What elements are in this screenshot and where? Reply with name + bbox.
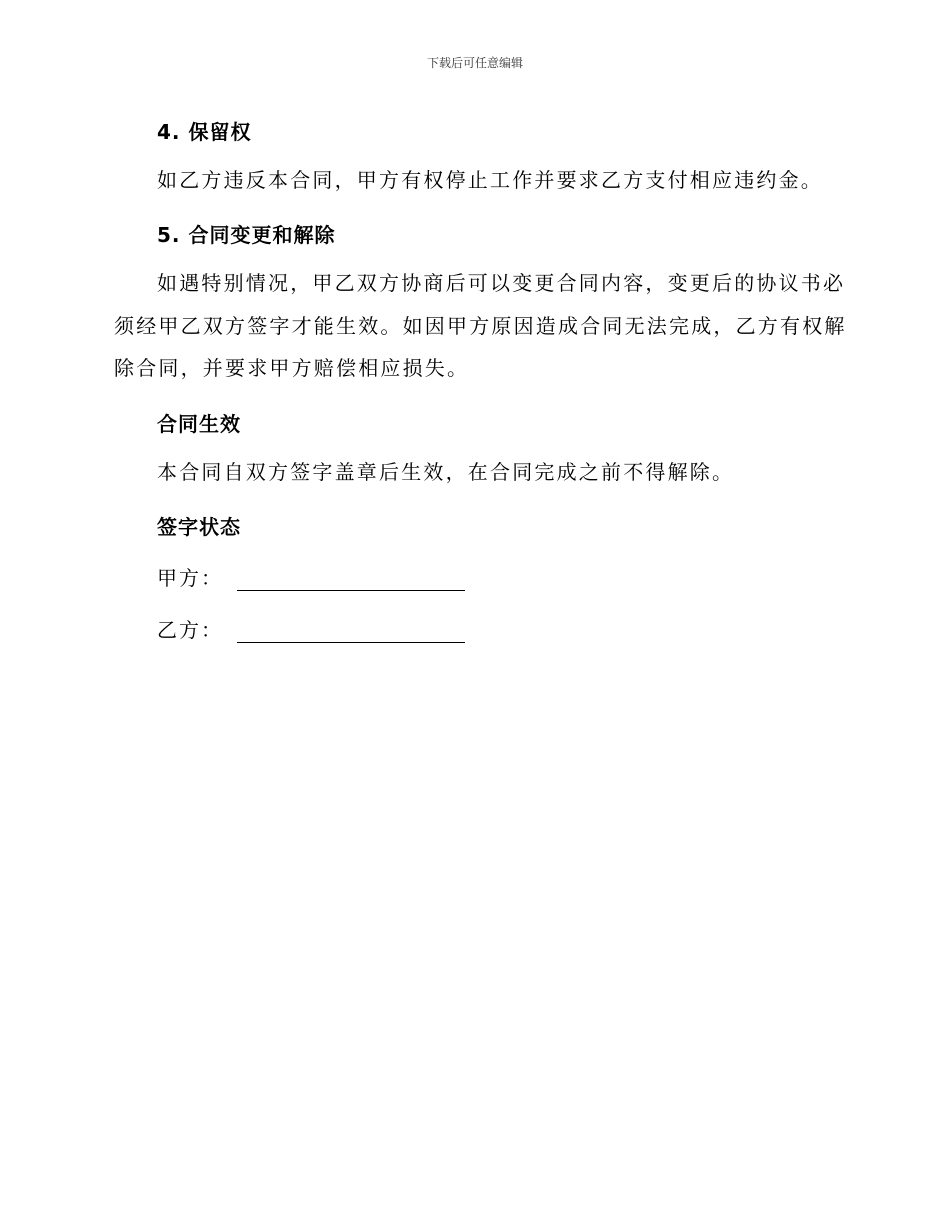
party-a-signature-line (237, 572, 465, 591)
change-paragraph-line-1: 如遇特别情况，甲乙双方协商后可以变更合同内容，变更后的协议书必 (157, 271, 846, 295)
section-heading-effect: 合同生效 (157, 412, 241, 436)
party-a-label: 甲方： (157, 566, 223, 590)
retention-paragraph: 如乙方违反本合同，甲方有权停止工作并要求乙方支付相应违约金。 (157, 168, 823, 192)
effect-paragraph: 本合同自双方签字盖章后生效，在合同完成之前不得解除。 (157, 460, 735, 484)
section-heading-signature: 签字状态 (157, 515, 241, 539)
signature-row-party-b (157, 614, 465, 643)
page-header: 下载后可任意编辑 (426, 56, 523, 70)
party-b-signature-line (237, 624, 465, 643)
change-paragraph-line-3: 除合同，并要求甲方赔偿相应损失。 (114, 356, 470, 380)
change-paragraph-line-2: 须经甲乙双方签字才能生效。如因甲方原因造成合同无法完成，乙方有权解 (114, 314, 847, 338)
section-heading-retention: 4. 保留权 (157, 120, 252, 144)
section-heading-change: 5. 合同变更和解除 (157, 223, 336, 247)
signature-row-party-a (157, 562, 465, 591)
party-b-label: 乙方： (157, 618, 223, 642)
